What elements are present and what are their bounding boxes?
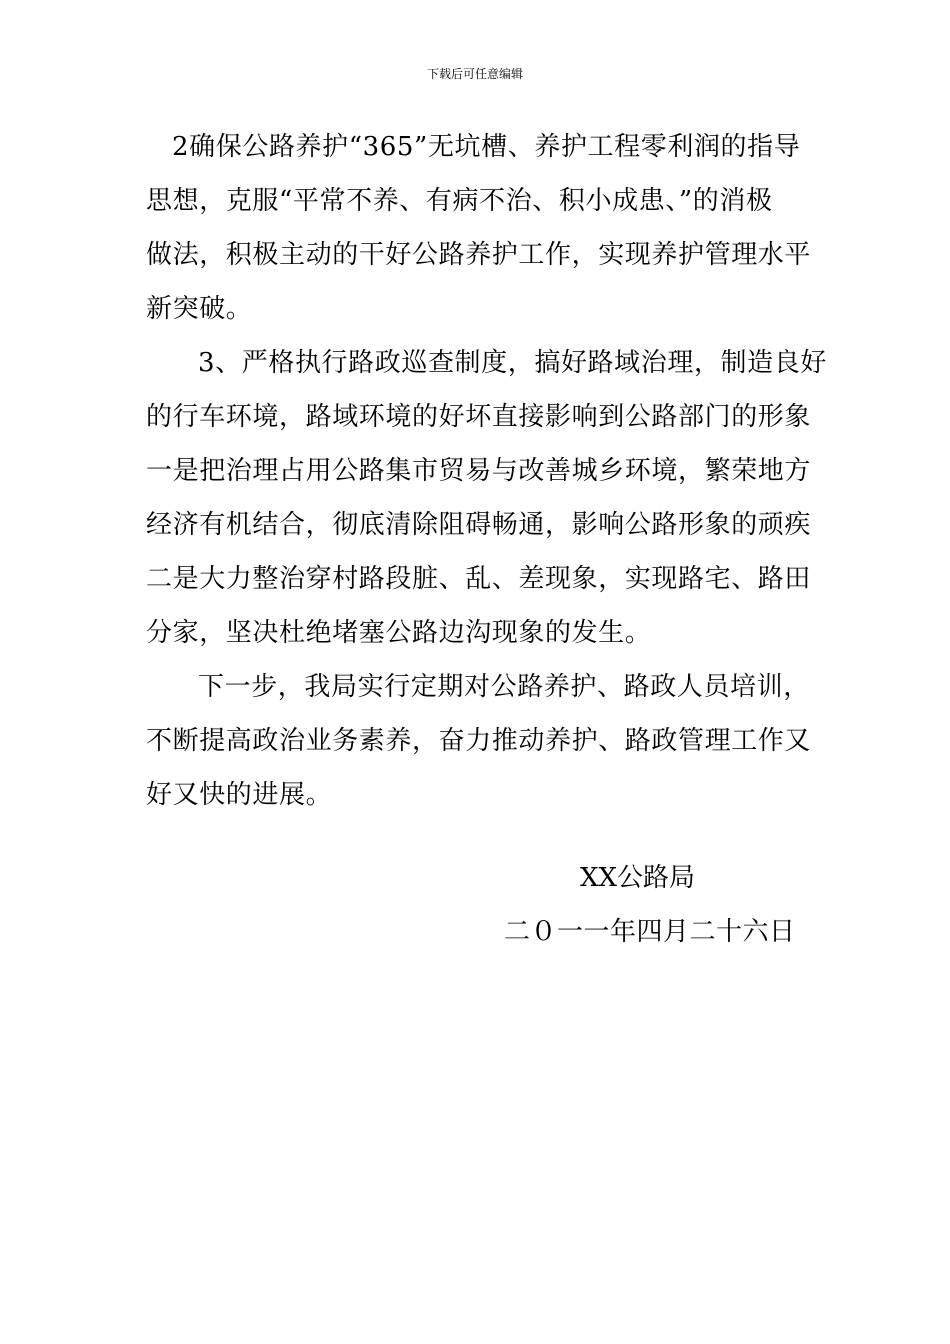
paragraph-line: 一是把治理占用公路集市贸易与改善城乡环境，繁荣地方: [146, 456, 812, 486]
paragraph-line: 经济有机结合，彻底清除阻碍畅通，影响公路形象的顽疾: [146, 510, 812, 540]
paragraph-1: [146, 120, 810, 336]
paragraph-line: 做法，积极主动的干好公路养护工作，实现养护管理水平: [146, 240, 812, 270]
paragraph-line: 下一步，我局实行定期对公路养护、路政人员培训，: [198, 672, 810, 702]
paragraph-line: 不断提高政治业务素养，奋力推动养护、路政管理工作又: [146, 726, 812, 756]
paragraph-2: [146, 336, 827, 660]
paragraph-line: 思想，克服“平常不养、有病不治、积小成患、”的消极: [146, 186, 773, 216]
paragraph-line: 新突破。: [146, 294, 253, 324]
document-body: [146, 120, 827, 822]
paragraph-line: 二是大力整治穿村路段脏、乱、差现象，实现路宅、路田: [146, 564, 812, 594]
paragraph-line: 2确保公路养护“365”无坑槽、养护工程零利润的指导: [172, 132, 801, 162]
paragraph-3: [146, 660, 810, 822]
paragraph-line: 分家，坚决杜绝堵塞公路边沟现象的发生。: [146, 618, 652, 648]
header-note: 下载后可任意编辑: [426, 67, 523, 81]
signature-date: 二０一一年四月二十六日: [504, 917, 796, 947]
paragraph-line: 好又快的进展。: [146, 780, 333, 810]
paragraph-line: 的行车环境，路域环境的好坏直接影响到公路部门的形象: [146, 402, 812, 432]
signature-organization: XX公路局: [580, 863, 696, 893]
paragraph-line: 3、严格执行路政巡查制度，搞好路域治理，制造良好: [198, 348, 827, 378]
